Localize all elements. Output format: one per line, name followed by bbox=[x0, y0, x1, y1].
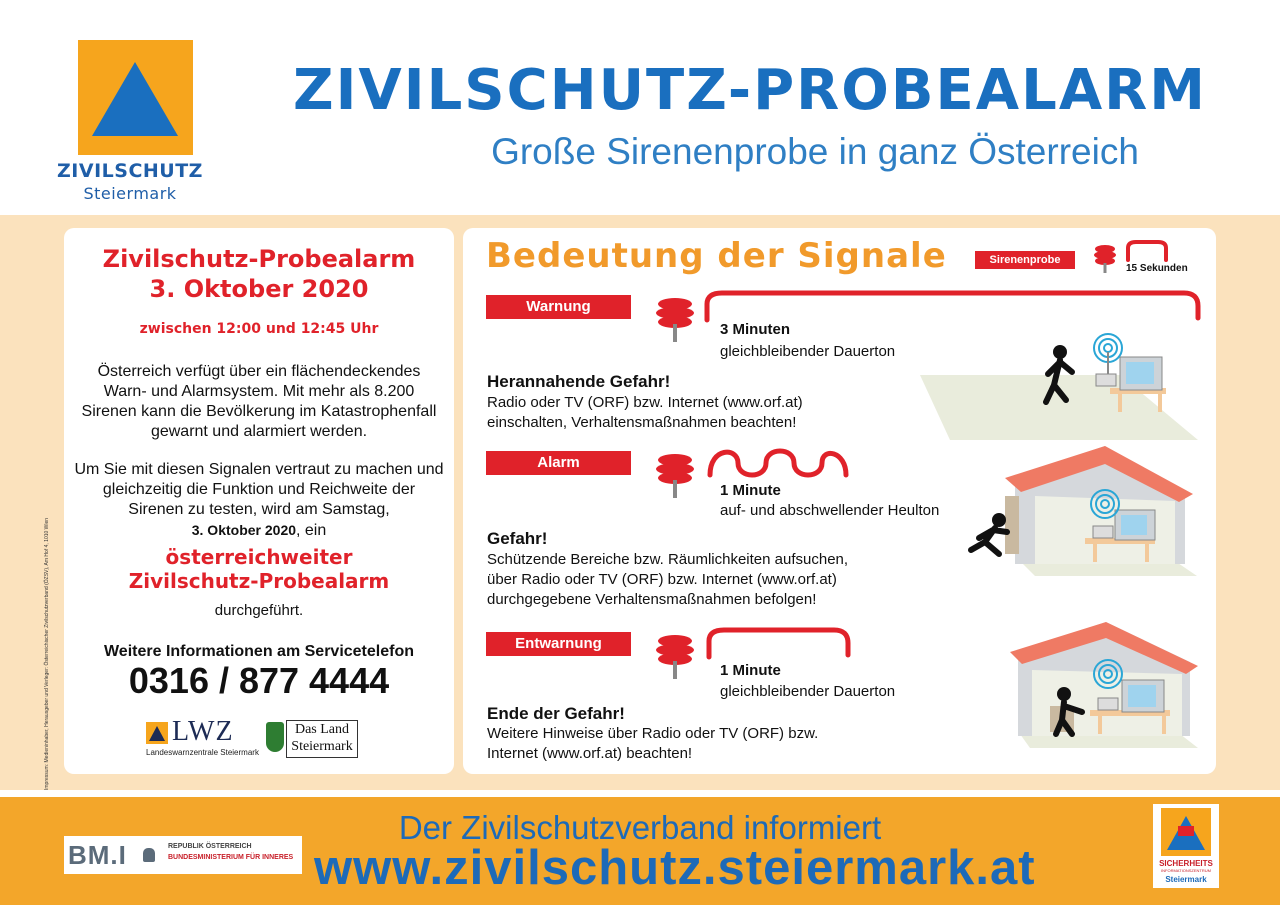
bmi-ministry-text: BUNDESMINISTERIUM FÜR INNERES bbox=[168, 854, 294, 861]
siz-line1: SICHERHEITS bbox=[1159, 859, 1213, 868]
siz-line2: INFORMATIONSZENTRUM bbox=[1161, 868, 1211, 873]
lwz-logo-subtitle: Landeswarnzentrale Steiermark bbox=[146, 748, 259, 757]
warnung-signal-curve bbox=[702, 288, 1204, 324]
lwz-logo-text: LWZ bbox=[172, 716, 234, 747]
info-time: zwischen 12:00 und 12:45 Uhr bbox=[139, 321, 379, 337]
siz-logo bbox=[1153, 804, 1219, 888]
warnung-text-line1: Radio oder TV (ORF) bzw. Internet (www.orf.at) bbox=[487, 394, 803, 411]
info-highlight bbox=[64, 545, 454, 593]
entwarnung-tag: Entwarnung bbox=[486, 632, 631, 656]
info-paragraph-2-text: Um Sie mit diesen Signalen vertraut zu machen und gleichzeitig die Funktion und Reichweite der Sirenen zu testen, wird am Samstag, bbox=[74, 461, 444, 518]
alarm-text bbox=[487, 550, 848, 610]
warnung-tag: Warnung bbox=[486, 295, 631, 319]
land-steiermark-text: Das Land Steiermark bbox=[286, 720, 358, 758]
service-phone[interactable]: 0316 / 877 4444 bbox=[128, 660, 390, 701]
footer-tagline: Der Zivilschutzverband informiert bbox=[398, 809, 882, 846]
probe-duration: 15 Sekunden bbox=[1126, 263, 1188, 274]
entwarnung-text-line2: Internet (www.orf.at) beachten! bbox=[487, 745, 693, 762]
entwarnung-text-line1: Weitere Hinweise über Radio oder TV (ORF) bzw. bbox=[487, 725, 819, 742]
siren-icon bbox=[655, 633, 695, 681]
alarm-illustration bbox=[965, 446, 1197, 576]
bmi-logo-text: BM.I bbox=[68, 840, 127, 870]
alarm-text-line1: Schützende Bereiche bzw. Räumlichkeiten aufsuchen, bbox=[487, 551, 849, 568]
alarm-tag: Alarm bbox=[486, 451, 631, 475]
sirenenprobe-tag: Sirenenprobe bbox=[975, 251, 1075, 269]
eagle-icon bbox=[143, 848, 155, 862]
info-title bbox=[64, 244, 454, 304]
warnung-heading: Herannahende Gefahr! bbox=[487, 372, 671, 391]
warnung-illustration bbox=[920, 330, 1200, 440]
bmi-republic-text: REPUBLIK ÖSTERREICH bbox=[168, 843, 252, 850]
warnung-duration: 3 Minuten bbox=[720, 321, 790, 338]
lwz-logo bbox=[146, 716, 261, 760]
imprint-text: Impressum: Medieninhaber, Herausgeber und Verleger: Österreichischer Zivilschutzverband (ÖZSV), Am Hof 4, 1010 Wien bbox=[44, 517, 50, 790]
logo-line1: ZIVILSCHUTZ bbox=[57, 160, 203, 182]
zivilschutz-triangle-icon bbox=[78, 40, 193, 155]
logo-line2: Steiermark bbox=[83, 184, 177, 203]
siz-line3: Steiermark bbox=[1165, 875, 1207, 884]
entwarnung-text bbox=[487, 724, 818, 764]
entwarnung-heading: Ende der Gefahr! bbox=[487, 704, 625, 723]
info-paragraph-1: Österreich verfügt über ein flächendeckendes Warn- und Alarmsystem. Mit mehr als 8.200 Sirenen kann die Bevölkerung im Katastrophenfall gewarnt und alarmiert werden. bbox=[81, 363, 437, 440]
alarm-text-line2: über Radio oder TV (ORF) bzw. Internet (www.orf.at) bbox=[487, 571, 837, 588]
siren-icon bbox=[655, 296, 695, 344]
page-subtitle: Große Sirenenprobe in ganz Österreich bbox=[491, 131, 1139, 172]
zivilschutz-logo bbox=[50, 22, 210, 210]
footer-url-link[interactable]: www.zivilschutz.steiermark.at bbox=[314, 841, 1036, 895]
info-paragraph-2-tail: , ein bbox=[296, 522, 327, 539]
entwarnung-duration: 1 Minute bbox=[720, 662, 781, 679]
warnung-tone: gleichbleibender Dauerton bbox=[720, 343, 896, 360]
entwarnung-signal-curve bbox=[704, 625, 854, 661]
land-steiermark-logo bbox=[266, 720, 358, 760]
warnung-text bbox=[487, 393, 803, 433]
info-highlight-line2: Zivilschutz-Probealarm bbox=[128, 569, 390, 593]
bmi-logo bbox=[64, 836, 302, 874]
info-paragraph-2-date: 3. Oktober 2020 bbox=[191, 522, 297, 538]
alarm-signal-curve bbox=[706, 443, 850, 483]
info-title-line2: 3. Oktober 2020 bbox=[149, 275, 369, 303]
alarm-heading: Gefahr! bbox=[487, 529, 548, 548]
siz-triangle-icon bbox=[1161, 808, 1211, 856]
info-paragraph-2 bbox=[74, 460, 444, 541]
siren-icon bbox=[1093, 243, 1117, 275]
probe-wave-icon bbox=[1124, 238, 1170, 262]
crest-icon bbox=[266, 722, 284, 752]
lwz-triangle-icon bbox=[146, 722, 168, 744]
info-done: durchgeführt. bbox=[214, 602, 304, 619]
alarm-text-line3: durchgegebene Verhaltensmaßnahmen befolgen! bbox=[487, 591, 817, 608]
info-highlight-line1: österreichweiter bbox=[165, 545, 353, 569]
alarm-tone: auf- und abschwellender Heulton bbox=[720, 502, 940, 519]
siren-icon bbox=[655, 452, 695, 500]
entwarnung-tone: gleichbleibender Dauerton bbox=[720, 683, 896, 700]
info-title-line1: Zivilschutz-Probealarm bbox=[102, 245, 416, 273]
page-title: ZIVILSCHUTZ-PROBEALARM bbox=[292, 58, 1208, 123]
entwarnung-illustration bbox=[1010, 622, 1200, 750]
warnung-text-line2: einschalten, Verhaltensmaßnahmen beachten! bbox=[487, 414, 797, 431]
signals-title: Bedeutung der Signale bbox=[486, 236, 947, 276]
alarm-duration: 1 Minute bbox=[720, 482, 781, 499]
service-info: Weitere Informationen am Servicetelefon bbox=[103, 643, 414, 660]
